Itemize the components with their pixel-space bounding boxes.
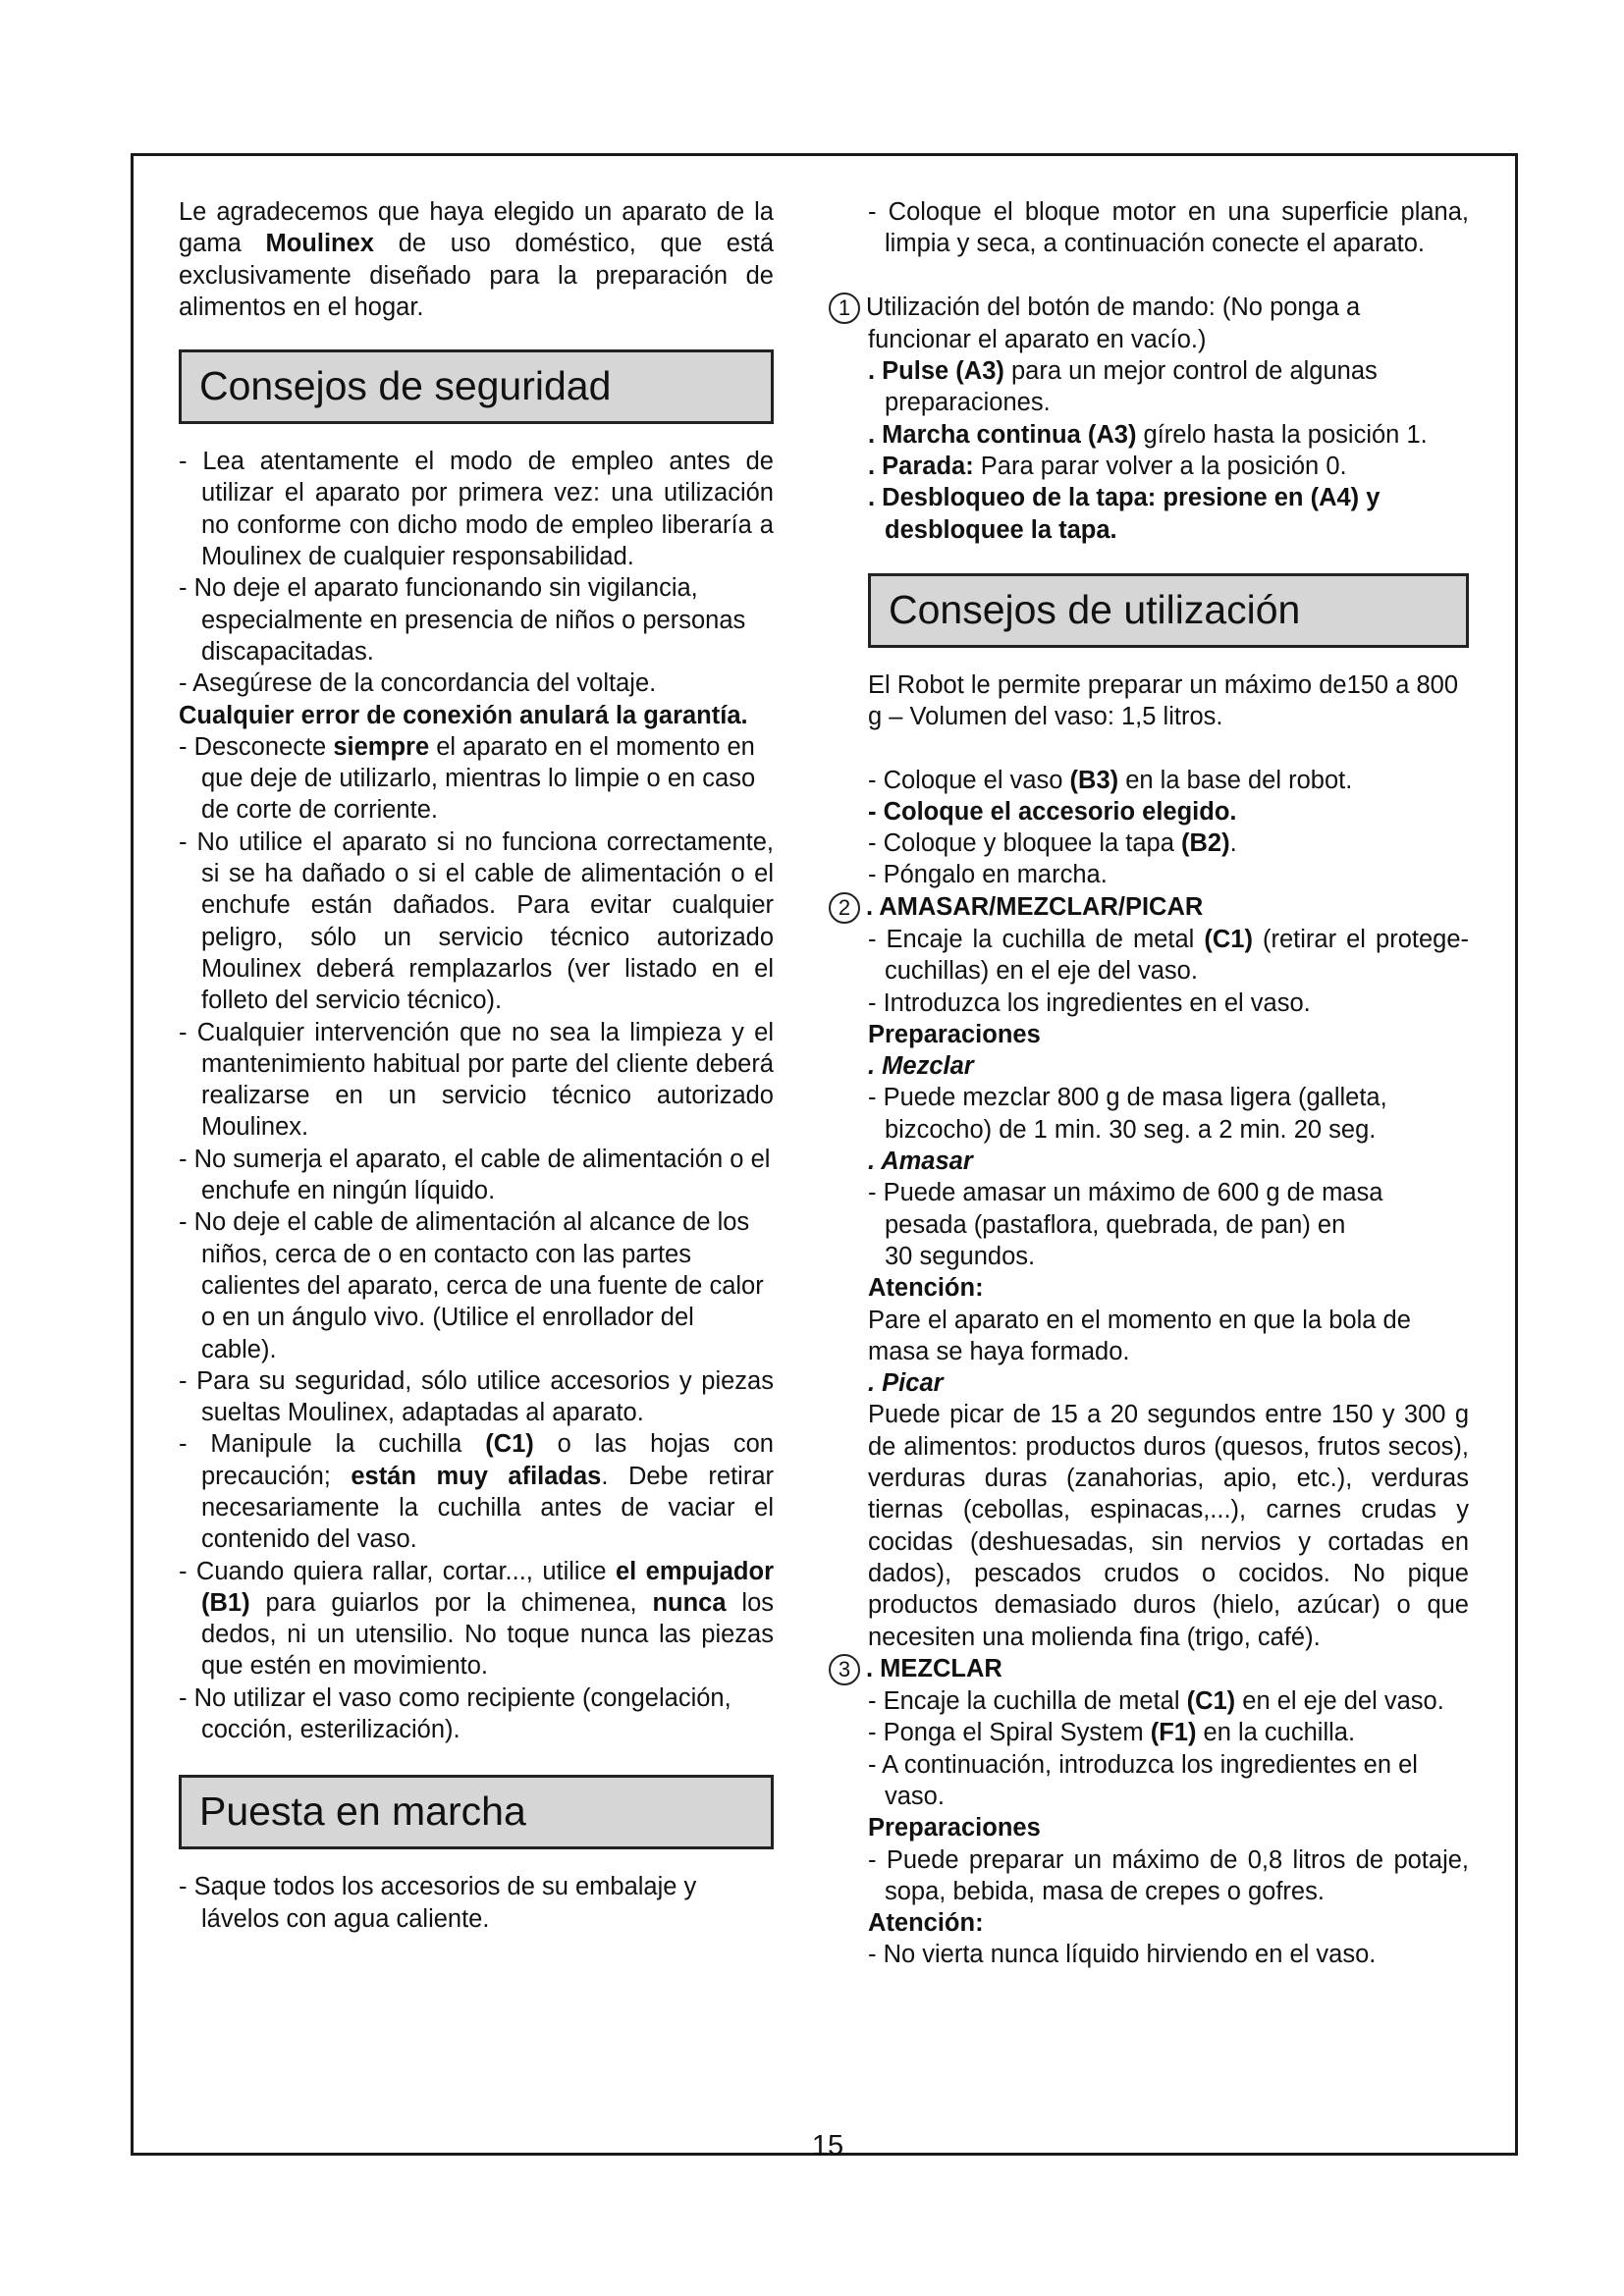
safety-warning: Cualquier error de conexión anulará la garantía. <box>179 701 748 729</box>
attention-label: Atención: <box>868 1274 984 1303</box>
picar-subtitle: . Picar <box>868 1369 944 1398</box>
attention-text: - No vierta nunca líquido hirviendo en el vaso. <box>868 1941 1377 1969</box>
safety-item: - No sumerja el aparato, el cable de alimentación o el enchufe en ningún líquido. <box>179 1145 771 1205</box>
step-number-badge: 3 <box>829 1654 860 1685</box>
safety-item: - No utilice el aparato si no funciona correctamente, si se ha dañado o si el cable de alimentación o el enchufe están dañados. Para evitar cualquier peligro, sólo un servicio técnico autorizado Moulinex deberá remplazarlos (ver listado en el folleto del servicio técnico). <box>179 828 774 1015</box>
amasar-item: - Encaje la cuchilla de metal (C1) (retirar el protege-cuchillas) en el eje del vaso. <box>868 925 1469 986</box>
intro-paragraph: Le agradecemos que haya elegido un aparato de la gama Moulinex de uso doméstico, que está exclusivamente diseñado para la preparación de alimentos en el hogar. <box>179 198 774 321</box>
safety-item: - Cuando quiera rallar, cortar..., utilice el empujador (B1) para guiarlos por la chimenea, nunca los dedos, ni un utensilio. No toque nunca las piezas que estén en movimiento. <box>179 1557 775 1681</box>
picar-text: Puede picar de 15 a 20 segundos entre 150 y 300 g de alimentos: productos duros (quesos, frutos secos), verduras duras (zanahorias, apio, etc.), verduras tiernas (cebollas, espinacas,...), carnes crudas y cocidas (deshuesadas, sin nervios y cortadas en dados), pescados crudos o cocidos. No pique productos demasiado duros (hielo, azúcar) o que necesiten una molienda fina (trigo, café). <box>868 1401 1469 1651</box>
mezclar-subtitle: . Mezclar <box>868 1052 974 1081</box>
usage-step: - Póngalo en marcha. <box>868 861 1108 889</box>
usage-step: - Coloque el vaso (B3) en la base del robot. <box>868 766 1353 794</box>
safety-heading: Consejos de seguridad <box>179 349 774 424</box>
mezclar-item: - Ponga el Spiral System (F1) en la cuchilla. <box>868 1719 1356 1747</box>
setup-item: - Saque todos los accesorios de su embalaje y lávelos con agua caliente. <box>179 1873 697 1933</box>
control-intro: 1 Utilización del botón de mando: (No ponga a funcionar el aparato en vacío.) <box>868 292 1469 356</box>
attention-text: Pare el aparato en el momento en que la bola de masa se haya formado. <box>868 1306 1411 1365</box>
mezclar-item: - A continuación, introduzca los ingredientes en el vaso. <box>868 1750 1418 1810</box>
safety-item: - Lea atentamente el modo de empleo antes de utilizar el aparato por primera vez: una utilización no conforme con dicho modo de empleo liberaría a Moulinex de cualquier responsabilidad. <box>179 448 774 571</box>
safety-item: - No utilizar el vaso como recipiente (congelación, cocción, esterilización). <box>179 1683 731 1744</box>
usage-step: - Coloque y bloquee la tapa (B2). <box>868 829 1237 858</box>
preparations-label: Preparaciones <box>868 1020 1041 1048</box>
left-column <box>179 196 774 1935</box>
step-number-badge: 1 <box>829 293 860 324</box>
right-column <box>838 196 1469 1971</box>
brand-name: Moulinex <box>265 230 374 258</box>
setup-item: - Coloque el bloque motor en una superficie plana, limpia y seca, a continuación conecte el aparato. <box>868 198 1469 258</box>
setup-heading: Puesta en marcha <box>179 1775 774 1849</box>
amasar-subtitle: . Amasar <box>868 1148 973 1176</box>
control-item: . Parada: Para parar volver a la posición 0. <box>868 453 1347 481</box>
control-item: . Marcha continua (A3) gírelo hasta la posición 1. <box>868 420 1428 449</box>
mezclar-prep-text: - Puede preparar un máximo de 0,8 litros de potaje, sopa, bebida, masa de crepes o gofres. <box>868 1845 1469 1905</box>
usage-step: - Coloque el accesorio elegido. <box>868 797 1237 826</box>
safety-item: - Manipule la cuchilla (C1) o las hojas con precaución; están muy afiladas. Debe retirar necesariamente la cuchilla antes de vaciar el contenido del vaso. <box>179 1430 774 1554</box>
safety-item: - Cualquier intervención que no sea la limpieza y el mantenimiento habitual por parte del cliente deberá realizarse en un servicio técnico autorizado Moulinex. <box>179 1018 774 1142</box>
mezclar-text: - Puede mezclar 800 g de masa ligera (galleta, bizcocho) de 1 min. 30 seg. a 2 min. 20 seg. <box>868 1084 1387 1144</box>
usage-heading: Consejos de utilización <box>868 573 1469 648</box>
safety-item: - Asegúrese de la concordancia del voltaje. <box>179 669 657 698</box>
safety-item: - No deje el aparato funcionando sin vigilancia, especialmente en presencia de niños o personas discapacitadas. <box>179 574 746 666</box>
safety-item: - Para su seguridad, sólo utilice accesorios y piezas sueltas Moulinex, adaptadas al aparato. <box>179 1366 774 1427</box>
page-number: 15 <box>811 2130 844 2162</box>
mezclar-title: 3 . MEZCLAR <box>868 1653 1469 1685</box>
amasar-item: - Introduzca los ingredientes en el vaso. <box>868 988 1311 1017</box>
attention-label: Atención: <box>868 1909 984 1938</box>
usage-intro: El Robot le permite preparar un máximo de150 a 800 g – Volumen del vaso: 1,5 litros. <box>868 670 1459 731</box>
step-number-badge: 2 <box>829 892 860 924</box>
control-item: . Pulse (A3) para un mejor control de algunas preparaciones. <box>868 357 1378 417</box>
safety-item: - No deje el cable de alimentación al alcance de los niños, cerca de o en contacto con las partes calientes del aparato, cerca de una fuente de calor o en un ángulo vivo. (Utilice el enrollador del cable). <box>179 1208 764 1363</box>
amasar-title: 2 . AMASAR/MEZCLAR/PICAR <box>868 891 1469 924</box>
mezclar-item: - Encaje la cuchilla de metal (C1) en el eje del vaso. <box>868 1687 1444 1716</box>
preparations-label: Preparaciones <box>868 1814 1041 1842</box>
control-item: . Desbloqueo de la tapa: presione en (A4) y desbloquee la tapa. <box>868 484 1380 544</box>
safety-item: - Desconecte siempre el aparato en el momento en que deje de utilizarlo, mientras lo limpie o en caso de corte de corriente. <box>179 732 756 825</box>
amasar-text: - Puede amasar un máximo de 600 g de masa pesada (pastaflora, quebrada, de pan) en <box>868 1179 1383 1239</box>
amasar-text: 30 segundos. <box>885 1242 1036 1270</box>
